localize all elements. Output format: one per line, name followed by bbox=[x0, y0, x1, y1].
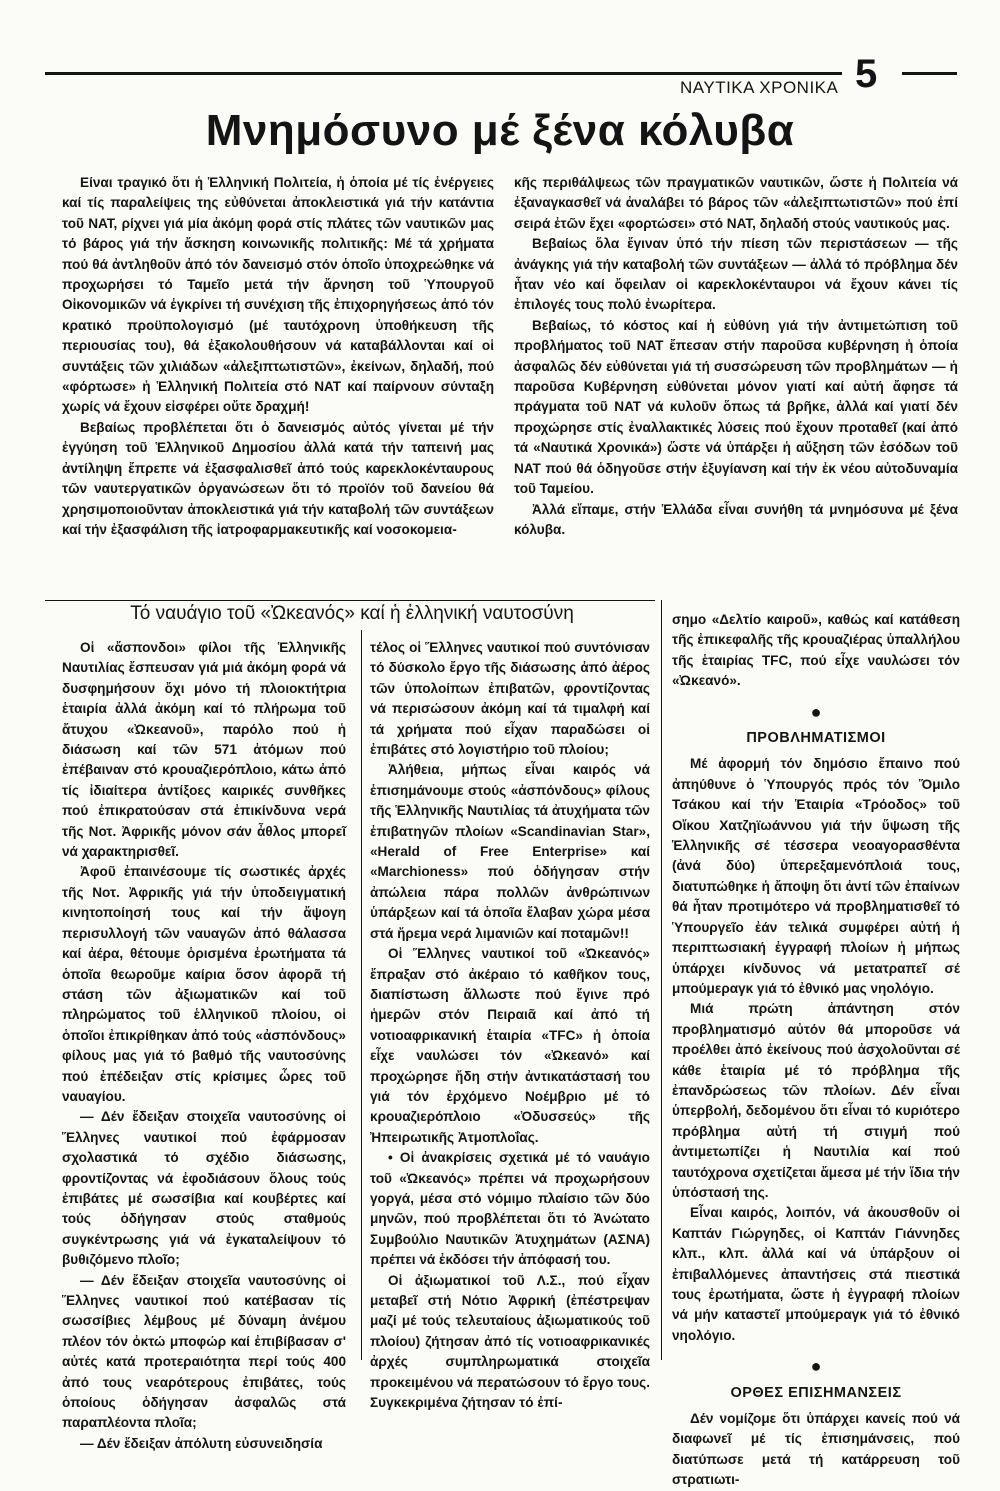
paragraph: • Οἱ ἀνακρίσεις σχετικά μέ τό ναυάγιο τοῦ «Ὠκεανός» πρέπει νά προχωρήσουν γοργά, μέσα στό νόμιμο πλαίσιο τῶν δύο μηνῶν, πού προβλέπεται ὅτι τό Ἀνώτατο Συμβούλιο Ναυτικῶν Ἀτυχημάτων (ΑΣΝΑ) πρέπει νά ἐκδόσει τήν ἀπόφασή του. bbox=[370, 1150, 650, 1268]
paragraph: Βεβαίως, τό κόστος καί ἡ εὐθύνη γιά τήν ἀντιμετώπιση τοῦ προβλήματος τοῦ ΝΑΤ ἔπεσαν στήν παροῦσα κυβέρνηση ἡ ὁποία ἀσφαλῶς δέν εὐθύνεται γιά τή συσσώρευση τῶν προβλημάτων — ἡ παροῦσα Κυβέρνηση εὐθύνεται μόνον γιατί καί αὐτή ἄφησε τά πράγματα τοῦ ΝΑΤ νά κυλοῦν ὅπως τά βρῆκε, ἀλλά καί γιατί δέν προχώρησε στίς ἐναλλακτικές λύσεις πού ἔχουν προταθεῖ (καί ἀπό τά «Ναυτικά Χρονικά») ὥστε νά ὑπάρξει ἡ αὔξηση τῶν ἐσόδων τοῦ ΝΑΤ πού θά ὁδηγοῦσε στήν ἐξυγίανση καί τήν ἐκ νέου αὐτοδυναμία τοῦ Ταμείου. bbox=[514, 317, 958, 497]
article1-col-right bbox=[514, 173, 958, 591]
paragraph: τέλος οἱ Ἕλληνες ναυτικοί πού συντόνισαν τό δύσκολο ἔργο τῆς διάσωσης ἀπό ἀέρος τῶν ὑπολοίπων ἐπιβατῶν, φροντίζοντας νά περισώσουν ἀκόμη καί τά τιμαλφή καί τά χρήματα πού εἶχαν παραδώσει οἱ ἐπιβάτες στό λογιστήριο τοῦ πλοίου; bbox=[370, 640, 650, 758]
paragraph: Είναι τραγικό ὅτι ἡ Ἑλληνική Πολιτεία, ἡ ὁποία μέ τίς ἐνέργειες καί τίς παραλείψεις της εὐθύνεται ἀποκλειστικά γιά τήν κατάντια τοῦ ΝΑΤ, ρίχνει γιά μία ἀκόμη φορά στίς πλάτες τῶν ναυτικῶν μας τό βάρος γιά τήν ἄσκηση κοινωνικῆς πολιτικῆς: Μέ τά χρήματα πού θά ἀντληθοῦν ἀπό τόν δανεισμό στόν ὁποῖο ὑποχρεώθηκε νά προχωρήσει τό Ταμεῖο μετά τήν ἄρνηση τοῦ Ὑπουργοῦ Οἰκονομικῶν νά ἐγκρίνει τή συνέχιση τῆς ἐπιχορηγήσεως ἀπό τόν κρατικό προϋπολογισμό (μέ ταυτόχρονη ὑποθήκευση τῆς περιουσίας του), θά ἐξακολουθήσουν νά καταβάλλονται καί οἱ συντάξεις τῶν χιλιάδων «ἀλεξιπτωτιστῶν», ἐκείνων, δηλαδή, πού «φόρτωσε» ἡ Ἑλληνική Πολιτεία στό ΝΑΤ καί παίρνουν σύνταξη χωρίς νά ἔχουν εἰσφέρει οὔτε δραχμή! bbox=[62, 175, 494, 415]
paragraph: — Δέν ἔδειξαν στοιχεῖα ναυτοσύνης οἱ Ἕλληνες ναυτικοί πού ἐφάρμοσαν σχολαστικά τό σχέδιο διάσωσης, φροντίζοντας νά ἐφοδιάσουν ὅλους τούς ἐπιβάτες μέ σωσσίβια καί κουβέρτες καί τούς ὁδήγησαν στούς σταθμούς συγκέντρωσης γιά νά ἐγκαταλείψουν τό βυθιζόμενο πλοῖο; bbox=[62, 1109, 346, 1268]
column-rule-2 bbox=[661, 600, 662, 1360]
problems-heading: ΠΡΟΒΛΗΜΑΤΙΣΜΟΙ bbox=[746, 730, 886, 747]
column-rule-1 bbox=[361, 630, 362, 1360]
bullet-separator: ● bbox=[810, 701, 822, 722]
paragraph: Δέν νομίζομε ὅτι ὑπάρχει κανείς πού νά διαφωνεῖ μέ τίς ἐπισημάνσεις, πού διατύπωσε μετά τή κατάρρευση τοῦ στρατιωτι- bbox=[672, 1411, 960, 1488]
publication-name: ΝΑΥΤΙΚΑ ΧΡΟΝΙΚΑ bbox=[680, 78, 839, 97]
paragraph: — Δέν ἔδειξαν ἀπόλυτη εὐσυνειδησία bbox=[80, 1435, 323, 1451]
paragraph: Οἱ «ἄσπονδοι» φίλοι τῆς Ἑλληνικῆς Ναυτιλίας ἔσπευσαν γιά μιά ἀκόμη φορά νά δυσφημήσουν ὄχι μόνο τή πλοιοκτήτρια ἑταιρία ἀλλά ἀκόμη καί τό πλήρωμα τοῦ ἄτυχου «Ὠκεανοῦ», παρόλο πού ἡ διάσωση καί τῶν 571 ἀτόμων πού ἐπέβαιναν στό κρουαζιερόπλοιο, κάτω ἀπό τίς ἰδιαίτερα ἀντίξοες καιρικές συνθῆκες πού ἐπικρατούσαν στά ἐπικίνδυνα νερά τῆς Νοτ. Ἀφρικῆς μόνον σάν ἆθλος μπορεῖ νά χαρακτηρισθεῖ. bbox=[62, 640, 346, 860]
paragraph: κῆς περιθάλψεως τῶν πραγματικῶν ναυτικῶν, ὥστε ἡ Πολιτεία νά ἐξαναγκασθεῖ νά ἀναλάβει τό βάρος τῶν «ἀλεξιπτωτιστῶν» πού ἐπί σειρά ἐτῶν ἔχει «φορτώσει» στό ΝΑΤ, δηλαδή στούς ναυτικούς μας. bbox=[514, 175, 958, 231]
article2-col-1 bbox=[62, 638, 346, 1451]
paragraph: Βεβαίως ὅλα ἔγιναν ὑπό τήν πίεση τῶν περιστάσεων — τῆς ἀνάγκης γιά τήν καταβολή τῶν συντάξεων — ἀλλά τό πρόβλημα δέν ἦταν νέο καί ὄφειλαν οἱ καρεκλοκένταυροι νά ἔχουν κάνει τίς ἐπιλογές τους πολύ ἐνωρίτερα. bbox=[514, 236, 958, 313]
masthead-rule-left bbox=[45, 72, 842, 75]
correct-heading: ΟΡΘΕΣ ΕΠΙΣΗΜΑΝΣΕΙΣ bbox=[730, 1384, 902, 1401]
article2-headline: Τό ναυάγιο τοῦ «Ὠκεανός» καί ἡ ἑλληνική ναυτοσύνη bbox=[130, 603, 574, 624]
paragraph: Ἀλλά εἴπαμε, στήν Ἑλλάδα εἶναι συνήθη τά μνημόσυνα μέ ξένα κόλυβα. bbox=[514, 501, 958, 537]
paragraph: Οἱ ἀξιωματικοί τοῦ Λ.Σ., πού εἶχαν μεταβεῖ στή Νότιο Ἀφρική (ἐπέστρεψαν μαζί μέ τούς τελευταίους ἀξιωματικούς τοῦ πλοίου) ζήτησαν ἀπό τίς νοτιοαφρικανικές ἀρχές συμπληρωματικά στοιχεῖα προκειμένου νά περατώσουν τό ἔργο τους. Συγκεκριμένα ζήτησαν τό ἐπί- bbox=[370, 1272, 650, 1411]
paragraph: Μέ ἀφορμή τόν δημόσιο ἔπαινο πού ἀπηύθυνε ὁ Ὑπουργός πρός τόν Ὅμιλο Τσάκου καί τήν Ἑταιρία «Τρόοδος» τοῦ Οἴκου Χατζηϊωάννου γιά τήν ὕψωση τῆς Ἑλληνικῆς σέ τέσσερα νεοαγορασθέντα (ἀνά δύο) ὑπερεξαμενόπλοιά τους, διατυπώθηκε ἡ ἄποψη ὅτι ἀντί τῶν ἐπαίνων θά ἦταν προτιμότερο νά προβληματισθεῖ τό Ὑπουργεῖο ἐάν τελικά συμφέρει αὐτή ἡ περιπτωσιακή ἐγγραφή πλοίων ἡ μήπως ὑπάρχει κίνδυνος νά μετατραπεῖ σέ μπούμεραγκ γιά τό ἐθνικό μας νηολόγιο. bbox=[672, 756, 960, 996]
paragraph: Μιά πρώτη ἀπάντηση στόν προβληματισμό αὐτόν θά μποροῦσε νά προέλθει ἀπό ἐκείνους πού ἀσχολοῦνται σέ κάθε ἑταιρία μέ τό πρόβλημα τῆς ἐπανδρώσεως τῶν πλοίων. Δέν εἶναι ὑπερβολή, δεδομένου ὅτι εἶναι τό κυριότερο πρόβλημα αὐτή τή στιγμή πού ἀντιμετωπίζει ἡ Ναυτιλία καί πού ταυτόχρονα σχετίζεται ἄμεσα μέ τήν ἴδια τήν ὑπόστασή της. bbox=[672, 1001, 960, 1200]
paragraph: Ἀλήθεια, μήπως εἶναι καιρός νά ἐπισημάνουμε στούς «ἀσπόνδους» φίλους τῆς Ἑλληνικῆς Ναυτιλίας τά ἀτυχήματα τῶν ἐπιβατηγῶν πλοίων «Scandinavian Star», «Herald of Free Enterprise» καί «Marchioness» πού ὁδήγησαν στήν ἀπώλεια πάρα πολλῶν ἀνθρώπινων ὑπάρξεων καί τά ὁποῖα ἔλαβαν χώρα μέσα στά ἤρεμα νερά λιμανιῶν καί ποταμῶν!! bbox=[370, 762, 650, 941]
paragraph: Οἱ Ἕλληνες ναυτικοί τοῦ «Ὠκεανός» ἔπραξαν στό ἀκέραιο τό καθῆκον τους, διαπίστωση ἄλλωστε πού ἔγινε πρό ἡμερῶν στόν Πειραιᾶ καί ἀπό τή νοτιοαφρικανική ἑταιρία «TFC» ἡ ὁποία εἶχε ναυλώσει τόν «Ὠκεανό» καί προχώρησε ἤδη στήν ἀντικατάστασή του γιά τόν ἐρχόμενο Νοέμβριο μέ τό κρουαζιερόπλοιο «Ὀδυσσεύς» τῆς Ἠπειρωτικῆς Ἀτμοπλοΐας. bbox=[370, 946, 650, 1145]
article2-col-3 bbox=[672, 610, 960, 1488]
page-number: 5 bbox=[855, 52, 878, 96]
paragraph: σημο «Δελτίο καιροῦ», καθώς καί κατάθεση τῆς ἐπικεφαλῆς τῆς κρουαζιέρας ὑπαλλήλου τῆς ἑταιρίας TFC, πού εἶχε ναυλώσει τόν «Ὠκεανό». bbox=[672, 612, 960, 689]
paragraph: Βεβαίως προβλέπεται ὅτι ὁ δανεισμός αὐτός γίνεται μέ τήν ἐγγύηση τοῦ Ἑλληνικοῦ Δημοσίου ἀλλά κατά τήν ταπεινή μας ἀντίληψη ἔπρεπε νά ἐξασφαλισθεῖ ἀπό τούς καρεκλοκένταυρους τῶν ναυτεργατικῶν ὀργανώσεων ὅτι τό προϊόν τοῦ δανείου θά χρησιμοποιοῦνταν ἀποκλειστικά γιά τήν καταβολή τῶν συντάξεων καί τήν ἐξασφάλιση τῆς ἰατροφαρμακευτικῆς καί νοσοκομεια- bbox=[62, 419, 494, 537]
article1-col-left bbox=[62, 173, 494, 591]
article1-headline: Μνημόσυνο μέ ξένα κόλυβα bbox=[205, 106, 795, 155]
paragraph: — Δέν ἔδειξαν στοιχεῖα ναυτοσύνης οἱ Ἕλληνες ναυτικοί πού κατέβασαν τίς σωσσίβιες λέμβους μέ δύναμη ἀνέμου πλέον τόν ὀκτώ μποφώρ καί ἐπιβίβασαν σ' αὐτές κατά προτεραιότητα περί τούς 400 ἀπό τους νεαρότερους ἐπιβάτες, τούς ὁποίους ὁδήγησαν ἀσφαλῶς στά παραπλέοντα πλοῖα; bbox=[62, 1272, 346, 1431]
masthead-rule-right bbox=[902, 72, 957, 75]
article2-col-2 bbox=[370, 638, 650, 1411]
paragraph: Εἶναι καιρός, λοιπόν, νά ἀκουσθοῦν οἱ Καπτάν Γιώργηδες, οἱ Καπτάν Γιάννηδες κλπ., κλπ. ἀλλά καί νά ὑπάρξουν οἱ ἐπιβαλλόμενες ἀπαντήσεις στά πιεστικά τους ἐρωτήματα, ὥστε ἡ ἐγγραφή πλοίων νά μήν καταστεῖ μπούμεραγκ γιά τό ἐθνικό νηολόγιο. bbox=[672, 1205, 960, 1343]
section-divider bbox=[45, 600, 655, 601]
bullet-separator: ● bbox=[810, 1356, 822, 1377]
paragraph: Ἀφοῦ ἐπαινέσουμε τίς σωστικές ἀρχές τῆς Νοτ. Ἀφρικῆς γιά τήν ὑποδειγματική κινητοποίησή τους καί τήν ἄψογη περισυλλογή τῶν ναυαγῶν ἀπό θάλασσα καί ἀέρα, θέτουμε ὁρισμένα ἐρωτήματα τά ὁποῖα θεωροῦμε καίρια ὅσον ἀφορᾶ τή στάση τῶν ἀξιωματικῶν καί τοῦ πληρώματος τοῦ ἑλληνικοῦ πλοίου, οἱ ὁποῖοι ἐπικρίθηκαν ἀπό τούς «ἀσπόνδους» φίλους μας γιά τό βαθμό τῆς ναυτοσύνης πού ἐπέδειξαν στίς κρίσιμες ὧρες τοῦ ναυαγίου. bbox=[62, 864, 346, 1104]
